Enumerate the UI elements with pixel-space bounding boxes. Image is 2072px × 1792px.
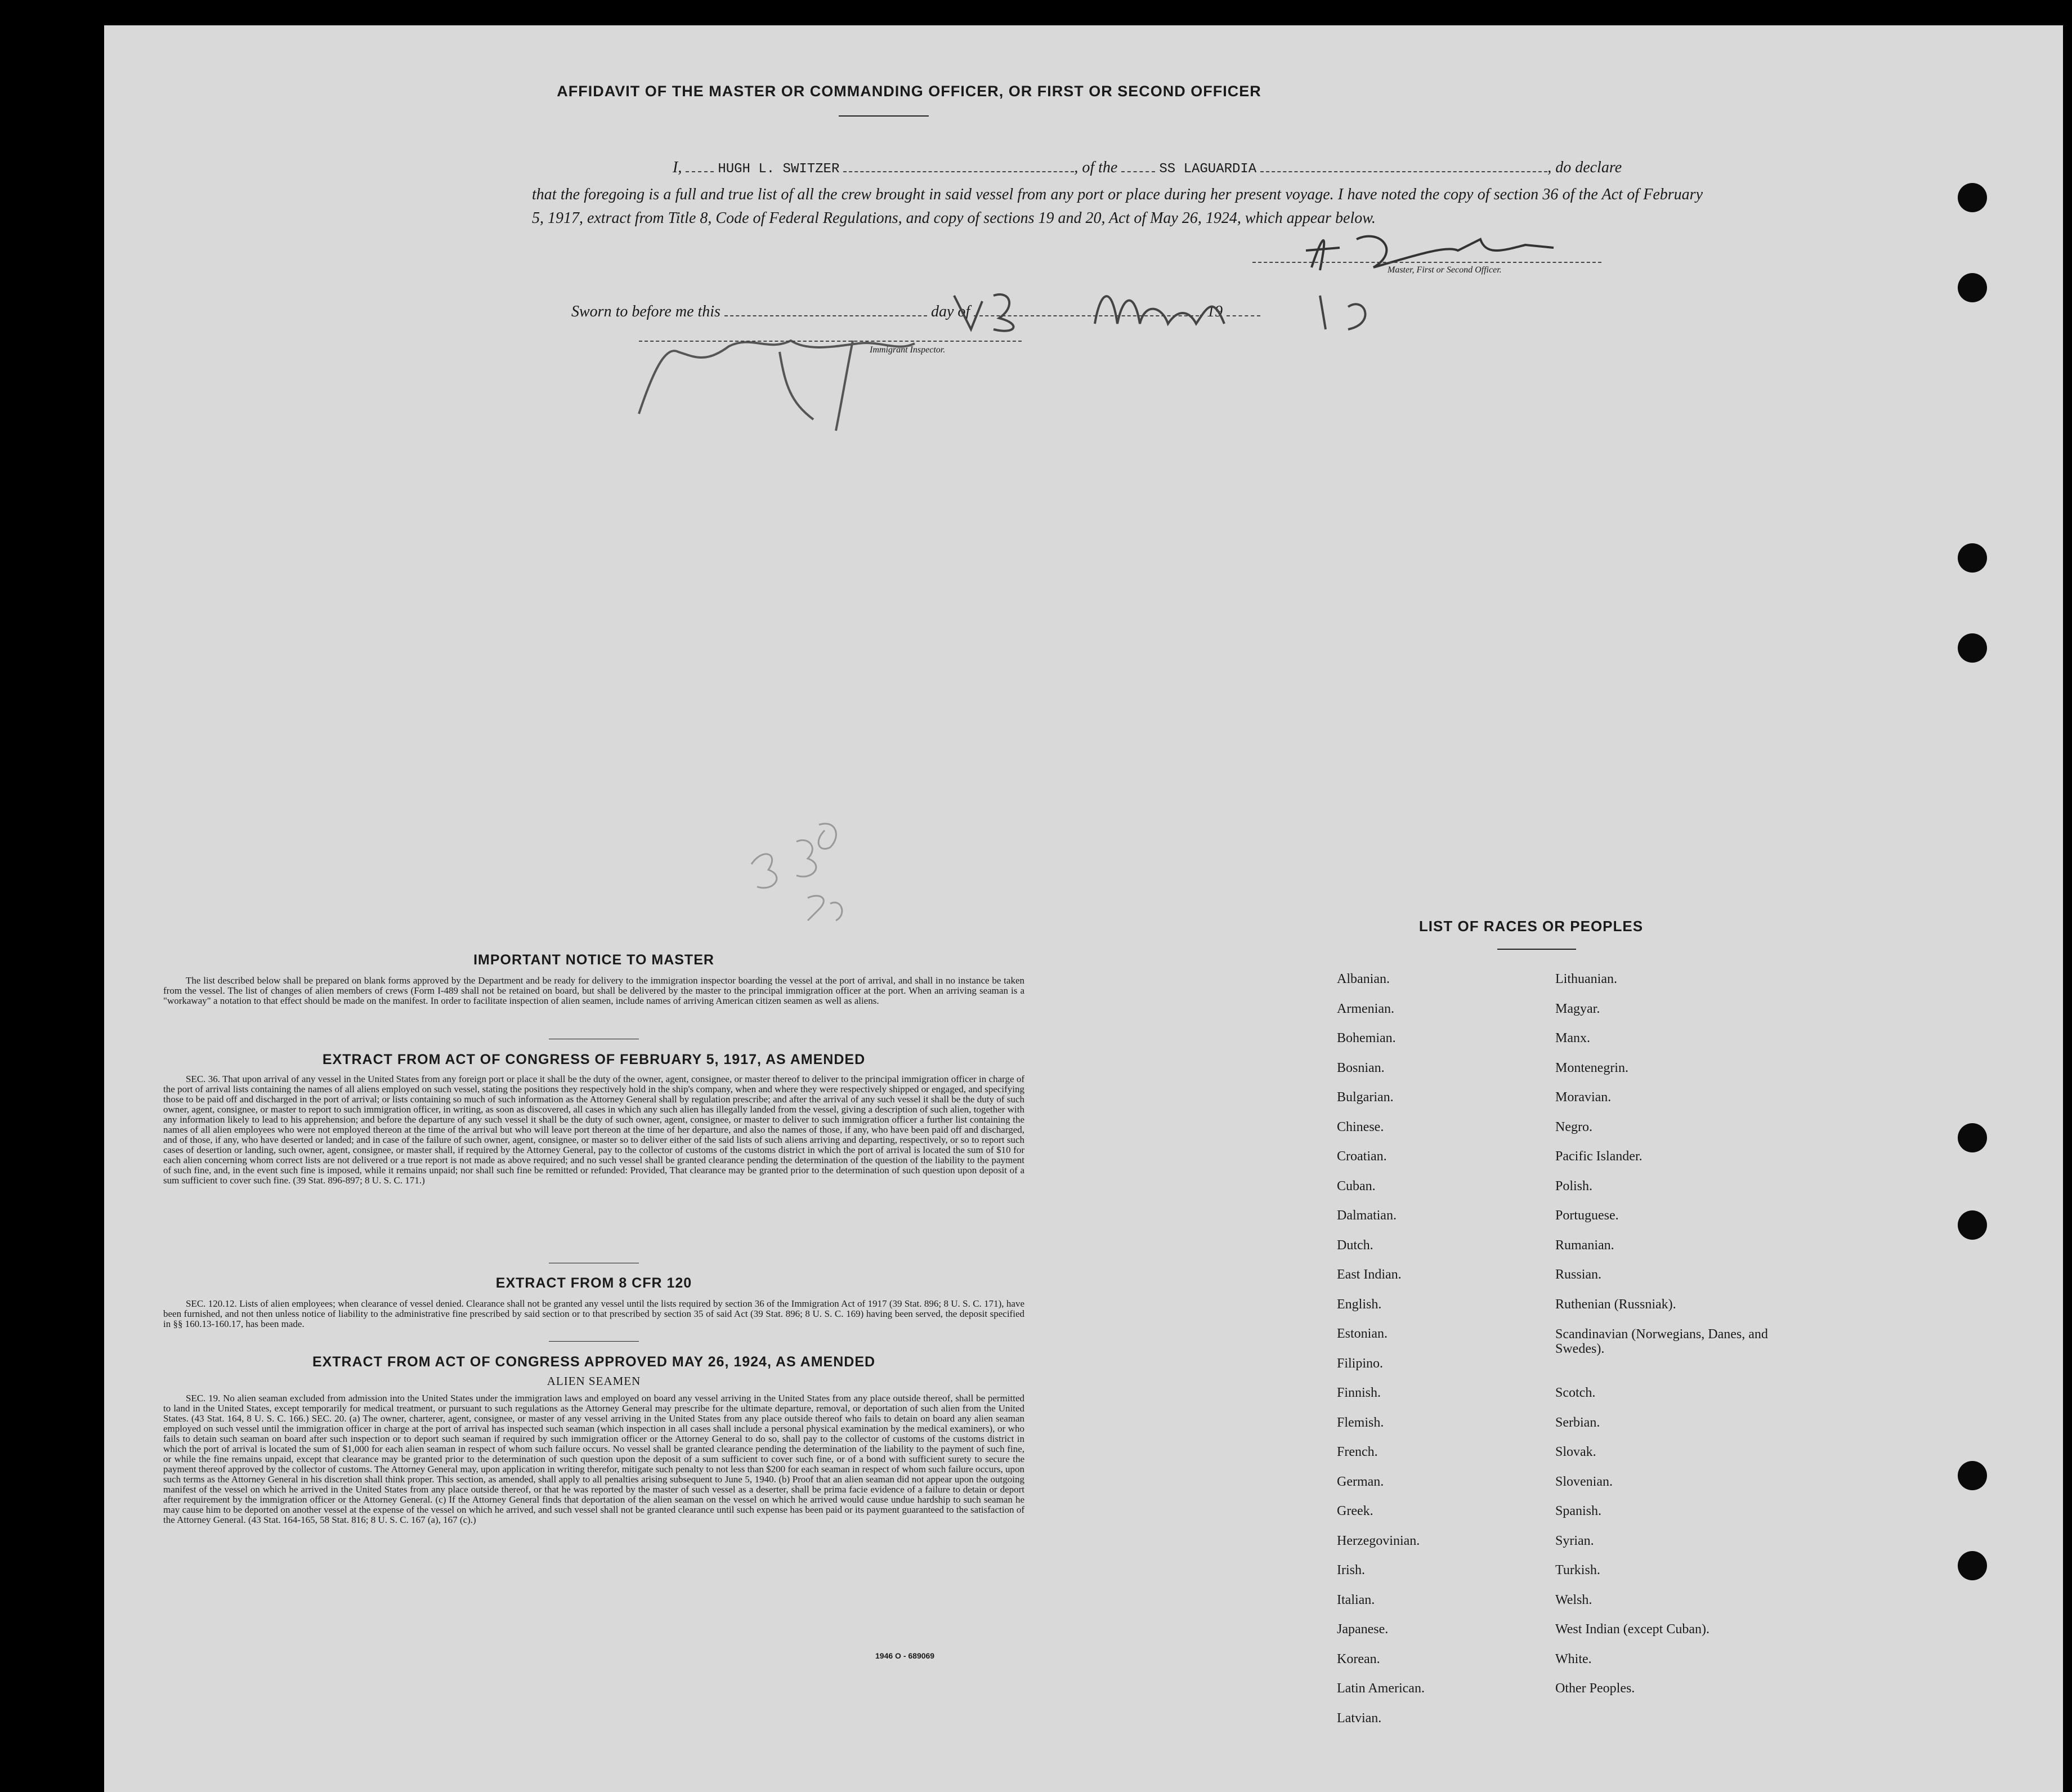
punch-hole-icon [1958,1461,1987,1490]
pencil-notation [735,814,847,926]
master-signature-caption: Master, First or Second Officer. [1388,265,1502,275]
race-item: Spanish. [1555,1504,1602,1518]
race-item: Dalmatian. [1337,1208,1397,1223]
notice-text: The list described below shall be prepared on blank forms approved by the Department and be ready for delivery to the immigration inspector boarding the vessel at the port of arrival, and shall in no instance be taken from the vessel. The list of changes of alien members of crews (Form I-489 shall not be retained on board, but shall be delivered by the master to the principal immigration officer at the port. When an arriving seaman is a "workaway" a notation to that effect should be made on the manifest. In order to facilitate inspection of alien seamen, include names of arriving American citizen seamen as well as aliens. [163,975,1024,1006]
race-item: Other Peoples. [1555,1681,1635,1696]
race-item: Magyar. [1555,1001,1600,1016]
race-item: Armenian. [1337,1001,1394,1016]
race-item: Latvian. [1337,1710,1382,1726]
punch-hole-icon [1958,1551,1987,1580]
race-item: Japanese. [1337,1622,1389,1637]
race-item: Finnish. [1337,1386,1381,1400]
race-item: Manx. [1555,1031,1590,1045]
notice-title: IMPORTANT NOTICE TO MASTER [473,952,714,968]
race-item: Irish. [1337,1563,1365,1578]
race-item: Syrian. [1555,1533,1594,1548]
declaration-line [673,156,1703,181]
race-item: Scotch. [1555,1386,1596,1400]
race-item: Russian. [1555,1267,1602,1282]
races-left-column [1337,964,1425,1733]
do-declare-label: , do declare [1547,159,1622,176]
year-prefix: , 19 [1199,303,1223,320]
extract-1917-text: SEC. 36. That upon arrival of any vessel in the United States from any foreign port or place it shall be the duty of the owner, agent, consignee, or master thereof to deliver to the principal immigration officer in charge of the port of arrival lists containing the names of all aliens employed on such vessel, stating the positions they respectively hold in the ship's company, when and where they were respectively shipped or engaged, and specifying those to be paid off and discharged in the port of arrival; or lists containing so much of such information as the Attorney General shall by regulation prescribe; and after the arrival of any such vessel it shall be the duty of such owner, agent, consignee, or master to report to such immigration officer, in writing, as soon as discovered, all cases in which any such alien has illegally landed from the vessel, giving a description of such alien, together with any information likely to lead to his apprehension; and before the departure of any such vessel it shall be the duty of such owner, agent, consignee, or master to deliver to such immigration officer a further list containing the names of all alien employees who were not employed thereon at the time of the arrival but who will leave port thereon at the time of her departure, and also the names of those, if any, who have been paid off and discharged, and of those, if any, who have deserted or landed; and in case of the failure of such owner, agent, consignee, or master so to deliver either of the said lists of such aliens arriving and departing, respectively, or so to report such cases of desertion or landing, such owner, agent, consignee, or master shall, if required by the Attorney General, pay to the collector of customs of the customs district in which the port of arrival is located the sum of $10 for each alien concerning whom correct lists are not delivered or a true report is not made as above required; and no such vessel shall be granted clearance pending the determination of the question of the liability to the payment of such fine, and, in the event such fine is imposed, while it remains unpaid; nor shall such fine be remitted or refunded: Provided, That clearance may be granted prior to the determination of such question upon deposit of a sum sufficient to cover such fine. (39 Stat. 896-897; 8 U. S. C. 171.) [163,1074,1024,1186]
punch-hole-icon [1958,273,1987,302]
race-item: Herzegovinian. [1337,1533,1420,1548]
vessel-name-field: SS LAGUARDIA [1159,162,1257,177]
declaration-body: that the foregoing is a full and true list of all the crew brought in said vessel from any port or place during her present voyage. I have noted the copy of section 36 of the Act of February 5, 1917, extract from Title 8, Code of Federal Regulations, and copy of sections 19 and 20, Act of May 26, 1924, which appear below. [532,186,1703,227]
extract-1924-text: SEC. 19. No alien seaman excluded from admission into the United States under the immigration laws and employed on board any vessel arriving in the United States from any place outside thereof, shall be permitted to land in the United States, except temporarily for medical treatment, or pursuant to such regulations as the Attorney General may prescribe for the ultimate departure, removal, or deportation of such alien from the United States. (43 Stat. 164, 8 U. S. C. 166.) SEC. 20. (a) The owner, charterer, agent, consignee, or master of any vessel arriving in the United States from any place outside thereof who fails to detain on board any alien seaman employed on such vessel until the immigration officer in charge at the port of arrival has inspected such seaman (which inspection in all cases shall include a personal physical examination by the medical examiners), or who fails to detain such seaman on board after such inspection or to deport such seaman if required by such immigration officer or the Attorney General to do so, shall pay to the collector of customs of the customs district in which the port of arrival is located the sum of $1,000 for each alien seaman in respect of whom such failure occurs. No vessel shall be granted clearance pending the determination of the liability to the payment of such fine, or while the fine remains unpaid, except that clearance may be granted prior to the determination of such question upon the deposit of a sum sufficient to cover such fine, or of a bond with sufficient surety to secure the payment thereof approved by the collector of customs. The Attorney General may, upon application in writing therefor, mitigate such penalty to not less than $200 for each seaman in respect of whom such failure occurs, upon such terms as the Attorney General in his discretion shall think proper. This section, as amended, shall apply to all penalties arising subsequent to June 5, 1940. (b) Proof that an alien seaman did not appear upon the outgoing manifest of the vessel on which he arrived in the United States from any place outside thereof, or that he was reported by the master of such vessel as a deserter, shall be prima facie evidence of a failure to detain or deport after requirement by the immigration officer or the Attorney General. (c) If the Attorney General finds that deportation of the alien seaman on the vessel on which he arrived would cause undue hardship to such seaman he may cause him to be deported on another vessel at the expense of the vessel on which he arrived, and such vessel shall not be granted clearance until such expense has been paid or its payment guaranteed to the satisfaction of the Attorney General. (43 Stat. 164-165, 58 Stat. 816; 8 U. S. C. 167 (a), 167 (c).) [163,1393,1024,1525]
race-item: German. [1337,1474,1384,1489]
race-item: White. [1555,1651,1592,1666]
races-title-underline [1497,949,1576,950]
race-item: Pacific Islander. [1555,1149,1643,1164]
punch-hole-icon [1958,183,1987,212]
race-item: Bohemian. [1337,1031,1396,1045]
race-item: Rumanian. [1555,1237,1614,1253]
race-item: French. [1337,1445,1378,1459]
inspector-signature-line [639,341,1022,342]
race-item: Bosnian. [1337,1060,1385,1075]
race-item: Portuguese. [1555,1208,1619,1223]
inspector-caption: Immigrant Inspector. [870,345,946,355]
extract-1924-title: EXTRACT FROM ACT OF CONGRESS APPROVED MAY 26, 1924, AS AMENDED [312,1354,876,1370]
declaration-i: I, [673,159,682,176]
document-page [104,25,2063,1792]
race-item: Montenegrin. [1555,1060,1628,1075]
race-item: Filipino. [1337,1356,1384,1371]
day-of-label: day of [930,303,970,320]
race-item: English. [1337,1297,1382,1312]
race-item: Estonian. [1337,1326,1388,1341]
title-underline [839,115,929,117]
race-item: Albanian. [1337,972,1390,986]
race-item: Negro. [1555,1119,1592,1134]
punch-hole-icon [1958,633,1987,663]
race-item: Cuban. [1337,1178,1376,1194]
race-item: Slovak. [1555,1445,1596,1459]
print-code: 1946 O - 689069 [875,1651,935,1660]
race-item: Moravian. [1555,1090,1612,1105]
extract-1924-subtitle: ALIEN SEAMEN [547,1374,641,1388]
race-item: Serbian. [1555,1415,1600,1430]
sworn-prefix: Sworn to before me this [571,303,720,320]
race-item: Welsh. [1555,1592,1592,1607]
race-item: Lithuanian. [1555,972,1617,986]
race-item: Slovenian. [1555,1474,1613,1489]
race-item: Turkish. [1555,1563,1600,1578]
race-item: Scandinavian (Norwegians, Danes, and Swedes). [1555,1327,1768,1356]
officer-name-field: HUGH L. SWITZER [718,162,840,177]
race-item: Croatian. [1337,1149,1387,1164]
race-item: Korean. [1337,1651,1380,1666]
race-item: Bulgarian. [1337,1090,1394,1105]
race-item: Polish. [1555,1178,1593,1194]
extract-cfr-text: SEC. 120.12. Lists of alien employees; when clearance of vessel denied. Clearance shall not be granted any vessel until the lists required by section 36 of the Immigration Act of 1917 (39 Stat. 896; 8 U. S. C. 171), have been furnished, and not then unless notice of liability to the administrative fine prescribed by said section or to that prescribed by section 35 of said Act (39 Stat. 896; 8 U. S. C. 169) having been served, the deposit specified in §§ 160.13-160.17, has been made. [163,1298,1024,1329]
race-item: Chinese. [1337,1119,1384,1134]
race-item: East Indian. [1337,1267,1402,1282]
sworn-handwriting [932,273,1438,352]
punch-hole-icon [1958,1210,1987,1240]
race-item: Greek. [1337,1504,1373,1518]
races-title: LIST OF RACES OR PEOPLES [1418,918,1644,935]
divider [549,1341,639,1342]
races-right-column [1555,964,1797,1704]
race-item: Ruthenian (Russniak). [1555,1297,1676,1312]
race-item: Dutch. [1337,1237,1373,1253]
of-the-label: , of the [1074,159,1118,176]
race-item: West Indian (except Cuban). [1555,1622,1709,1637]
race-item: Flemish. [1337,1415,1384,1430]
master-signature-line [1252,262,1601,263]
extract-1917-title: EXTRACT FROM ACT OF CONGRESS OF FEBRUARY 5, 1917, AS AMENDED [322,1052,866,1067]
punch-hole-icon [1958,1123,1987,1152]
extract-cfr-title: EXTRACT FROM 8 CFR 120 [495,1275,692,1291]
race-item: Latin American. [1337,1681,1425,1696]
affidavit-title: AFFIDAVIT OF THE MASTER OR COMMANDING OFFICER, OR FIRST OR SECOND OFFICER [557,83,1261,100]
punch-hole-icon [1958,543,1987,573]
race-item: Italian. [1337,1592,1375,1607]
inspector-signature [622,318,971,436]
